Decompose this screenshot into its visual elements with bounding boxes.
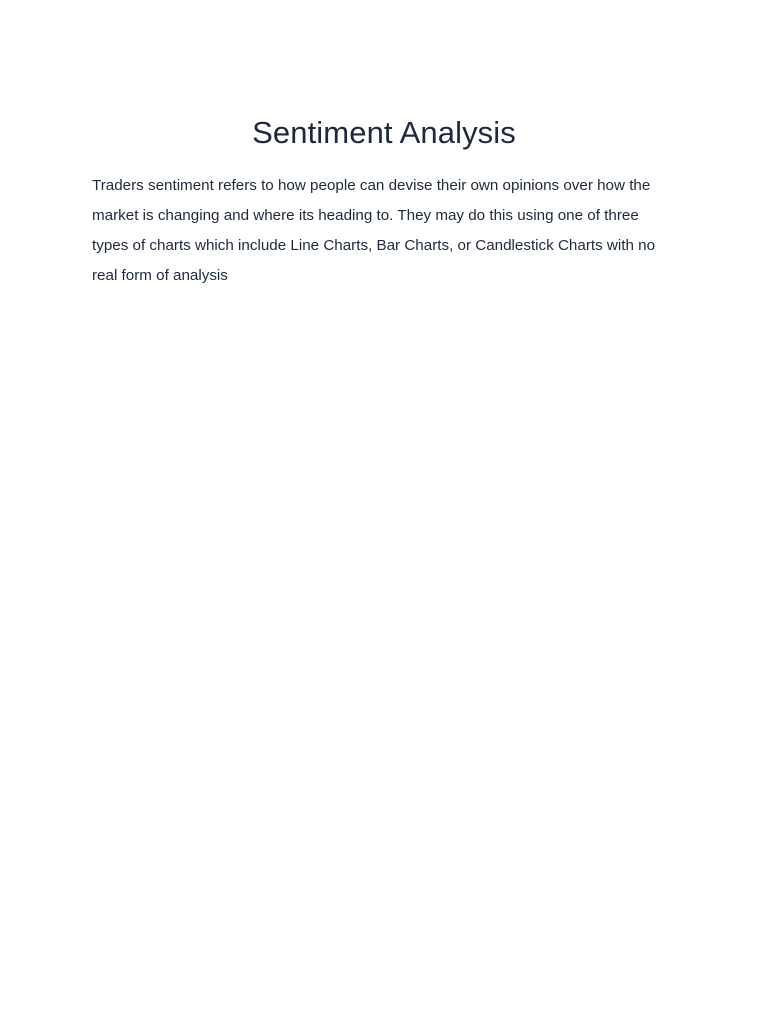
body-paragraph: Traders sentiment refers to how people can devise their own opinions over how the market is changing and where its heading to. They may do this using one of three types of charts which include Line Charts, Bar Charts, or Candlestick Charts with no real form of analysis xyxy=(92,177,656,284)
document-content xyxy=(92,111,676,291)
page-title: Sentiment Analysis xyxy=(252,115,516,150)
